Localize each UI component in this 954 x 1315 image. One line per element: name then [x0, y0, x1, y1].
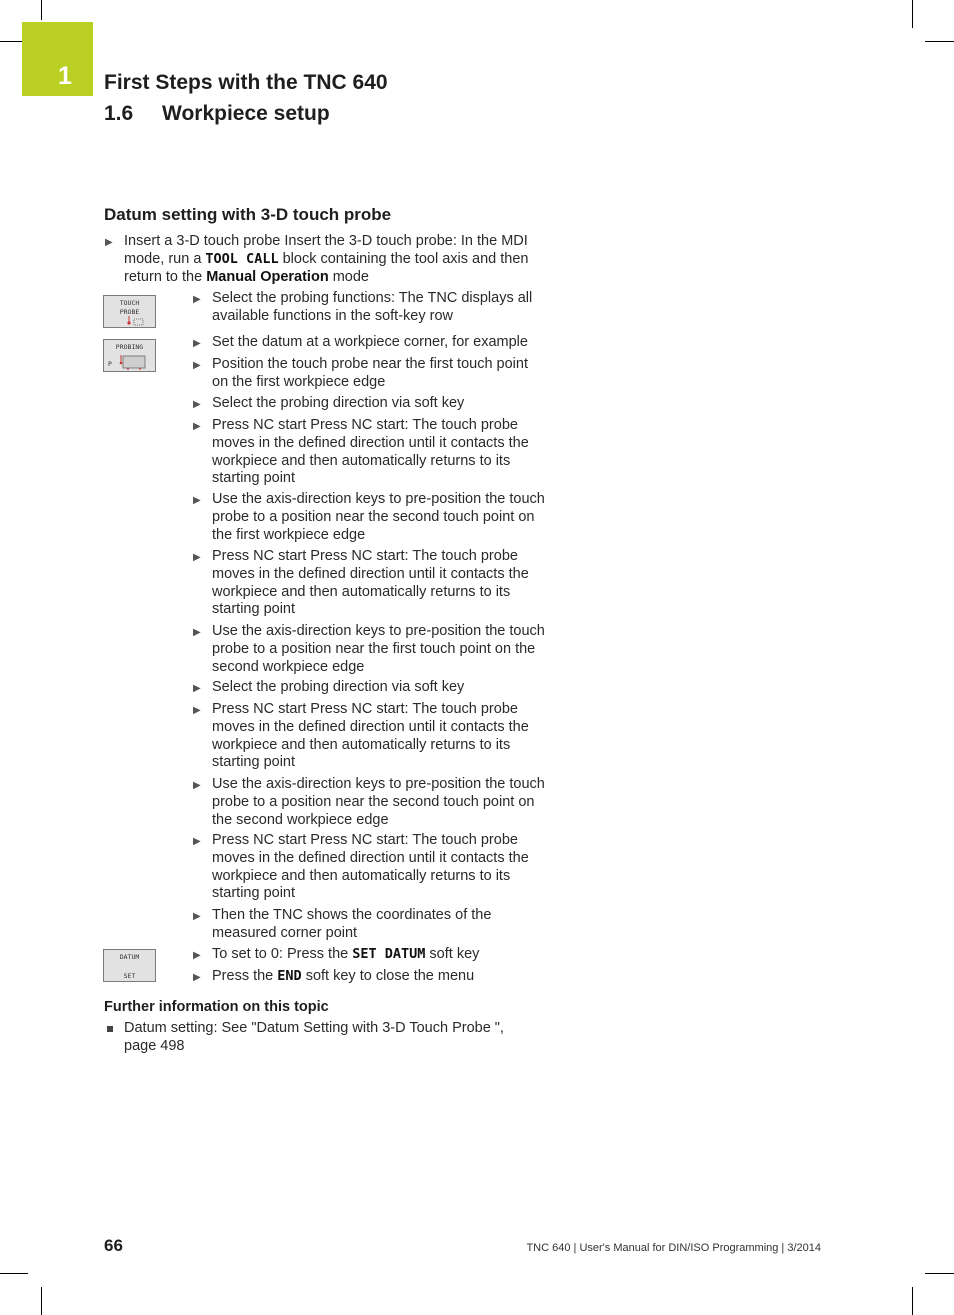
crop-mark	[41, 0, 42, 20]
chapter-number: 1	[58, 62, 72, 90]
step-set-datum: ▶ To set to 0: Press the SET DATUM soft key	[212, 946, 547, 964]
arrow-icon: ▶	[193, 627, 201, 638]
intro-step: ▶ Insert a 3-D touch probe Insert the 3-D touch probe: In the MDI mode, run a TOOL CALL block containing the tool axis and then return to the Manual Operation mode	[105, 233, 529, 285]
arrow-icon: ▶	[193, 972, 201, 983]
bullet-square-icon	[107, 1026, 113, 1032]
crop-mark	[0, 1273, 28, 1274]
further-info-heading: Further information on this topic	[104, 999, 329, 1015]
step: ▶ Select the probing direction via soft key	[212, 679, 547, 697]
step: ▶ Use the axis-direction keys to pre-position the touch probe to a position near the second touch point on the second workpiece edge	[193, 776, 545, 828]
manual-operation-label: Manual Operation	[206, 268, 329, 285]
crop-mark	[912, 1287, 913, 1315]
end-code: END	[277, 968, 302, 984]
crop-mark	[925, 1273, 954, 1274]
step: ▶ Use the axis-direction keys to pre-position the touch probe to a position near the first touch point on the second workpiece edge	[193, 623, 545, 675]
section-number: 1.6	[104, 102, 134, 125]
page-number: 66	[104, 1236, 123, 1255]
footer-text: TNC 640 | User's Manual for DIN/ISO Programming | 3/2014	[526, 1242, 821, 1254]
arrow-icon: ▶	[193, 360, 201, 371]
step: ▶ Press NC start Press NC start: The touch probe moves in the defined direction until it contacts the workpiece and then automatically returns to its starting point	[193, 832, 529, 902]
probe-icon	[122, 316, 144, 326]
step: ▶ Press NC start Press NC start: The touch probe moves in the defined direction until it contacts the workpiece and then automatically returns to its starting point	[193, 548, 529, 618]
step: ▶ Select the probing direction via soft key	[212, 395, 547, 413]
probing-p-softkey[interactable]: PROBING P	[103, 339, 156, 372]
set-datum-code: SET DATUM	[352, 946, 426, 962]
step: ▶ Then the TNC shows the coordinates of the measured corner point	[193, 907, 492, 941]
step: ▶ Press NC start Press NC start: The touch probe moves in the defined direction until it contacts the workpiece and then automatically returns to its starting point	[193, 417, 529, 487]
section-title: Workpiece setup	[162, 102, 330, 125]
arrow-icon: ▶	[193, 338, 201, 349]
arrow-icon: ▶	[193, 399, 201, 410]
arrow-icon: ▶	[193, 705, 201, 716]
arrow-icon: ▶	[193, 495, 201, 506]
crop-mark	[925, 41, 954, 42]
chapter-title: First Steps with the TNC 640	[104, 71, 388, 94]
arrow-icon: ▶	[193, 294, 201, 305]
arrow-icon: ▶	[193, 836, 201, 847]
touch-probe-softkey[interactable]: TOUCH PROBE	[103, 295, 156, 328]
tool-call-code: TOOL CALL	[205, 250, 279, 267]
arrow-icon: ▶	[193, 950, 201, 961]
arrow-icon: ▶	[193, 780, 201, 791]
arrow-icon: ▶	[193, 552, 201, 563]
arrow-icon: ▶	[193, 683, 201, 694]
probing-corner-icon	[118, 352, 148, 370]
crop-mark	[912, 0, 913, 28]
arrow-icon: ▶	[193, 421, 201, 432]
arrow-icon: ▶	[105, 237, 113, 248]
further-info-item: Datum setting: See "Datum Setting with 3-D Touch Probe ", page 498	[124, 1020, 524, 1056]
step: ▶ Use the axis-direction keys to pre-position the touch probe to a position near the second touch point on the first workpiece edge	[193, 491, 545, 543]
step: ▶ Set the datum at a workpiece corner, for example	[212, 334, 547, 352]
step-end: ▶ Press the END soft key to close the menu	[212, 968, 547, 986]
arrow-icon: ▶	[193, 911, 201, 922]
datum-set-softkey[interactable]: DATUM SET	[103, 949, 156, 982]
step: ▶ Press NC start Press NC start: The touch probe moves in the defined direction until it contacts the workpiece and then automatically returns to its starting point	[193, 701, 529, 771]
step: ▶ Position the touch probe near the first touch point on the first workpiece edge	[193, 356, 528, 390]
step: ▶ Select the probing functions: The TNC displays all available functions in the soft-key row	[193, 290, 533, 324]
crop-mark	[0, 41, 22, 42]
section-heading: Datum setting with 3-D touch probe	[104, 205, 392, 224]
crop-mark	[41, 1287, 42, 1315]
